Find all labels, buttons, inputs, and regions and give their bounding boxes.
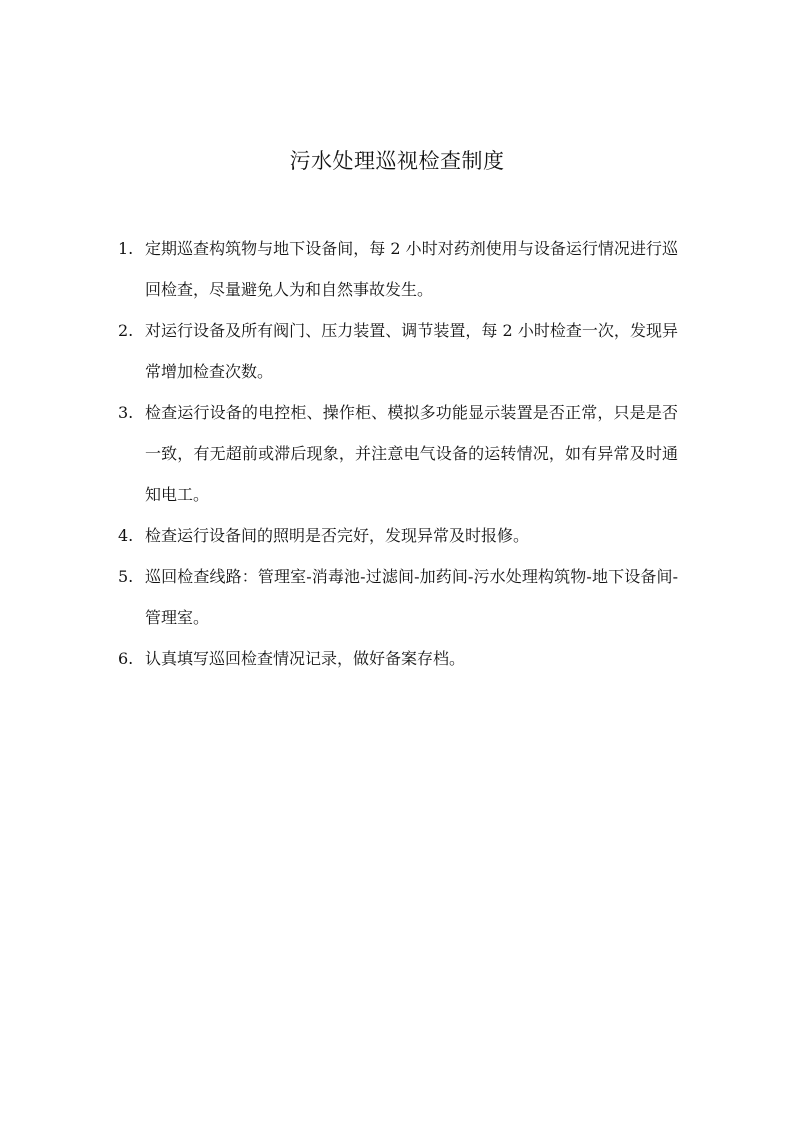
item-number: 2. bbox=[118, 321, 134, 340]
item-text: 认真填写巡回检查情况记录，做好备案存档。 bbox=[145, 649, 466, 668]
item-number: 3. bbox=[118, 403, 134, 422]
list-item bbox=[118, 556, 678, 638]
item-number: 1. bbox=[118, 239, 134, 258]
regulation-list bbox=[118, 228, 678, 679]
list-item bbox=[118, 515, 678, 556]
item-number: 4. bbox=[118, 526, 134, 545]
item-text: 检查运行设备间的照明是否完好，发现异常及时报修。 bbox=[145, 526, 530, 545]
item-text: 定期巡查构筑物与地下设备间，每 2 小时对药剂使用与设备运行情况进行巡回检查，尽量避免人为和自然事故发生。 bbox=[145, 239, 678, 299]
list-item bbox=[118, 392, 678, 515]
list-item bbox=[118, 638, 678, 679]
list-item bbox=[118, 310, 678, 392]
list-item bbox=[118, 228, 678, 310]
item-text: 巡回检查线路：管理室-消毒池-过滤间-加药间-污水处理构筑物-地下设备间-管理室。 bbox=[145, 567, 678, 627]
item-number: 5. bbox=[118, 567, 134, 586]
item-text: 对运行设备及所有阀门、压力装置、调节装置，每 2 小时检查一次，发现异常增加检查次数。 bbox=[145, 321, 678, 381]
item-text: 检查运行设备的电控柜、操作柜、模拟多功能显示装置是否正常，只是是否一致，有无超前或滞后现象，并注意电气设备的运转情况，如有异常及时通知电工。 bbox=[145, 403, 678, 504]
item-number: 6. bbox=[118, 649, 134, 668]
document-title: 污水处理巡视检查制度 bbox=[289, 149, 505, 173]
